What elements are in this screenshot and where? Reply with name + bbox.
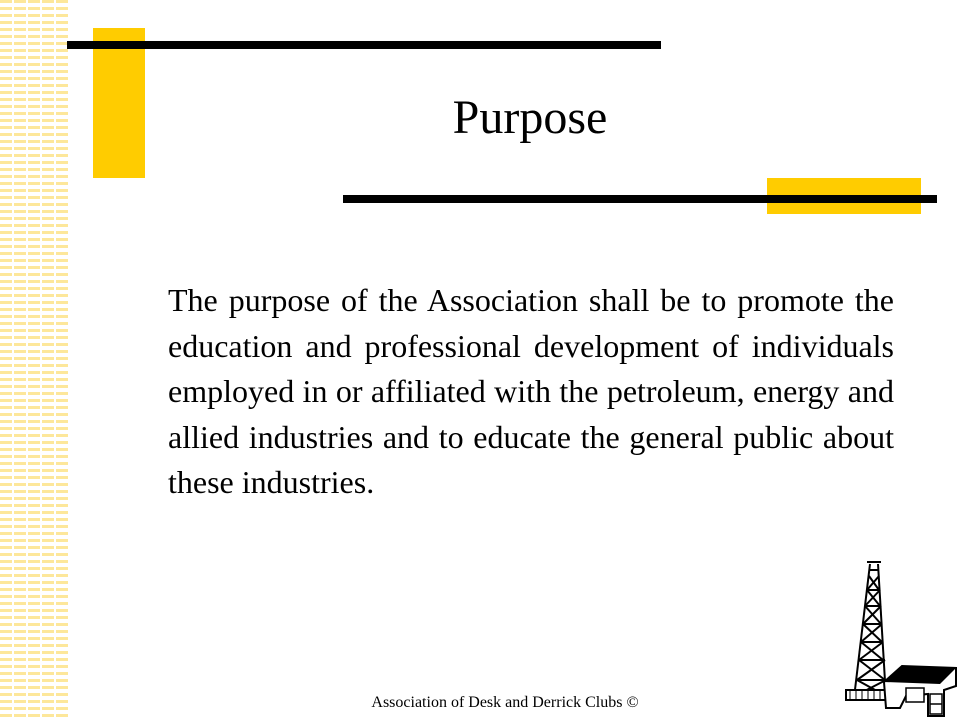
yellow-accent-block-left xyxy=(93,28,145,178)
footer-copyright: Association of Desk and Derrick Clubs © xyxy=(371,694,639,711)
slide-title: Purpose xyxy=(452,91,608,144)
striped-left-border xyxy=(0,0,68,720)
oil-derrick-and-desk-icon xyxy=(840,558,958,718)
black-rule-bottom xyxy=(343,195,937,203)
black-rule-top xyxy=(67,41,661,49)
purpose-paragraph: The purpose of the Association shall be to promote the education and professional development of individuals employed in or affiliated with the petroleum, energy and allied industries and to educate the general public about these industries. xyxy=(168,282,894,500)
